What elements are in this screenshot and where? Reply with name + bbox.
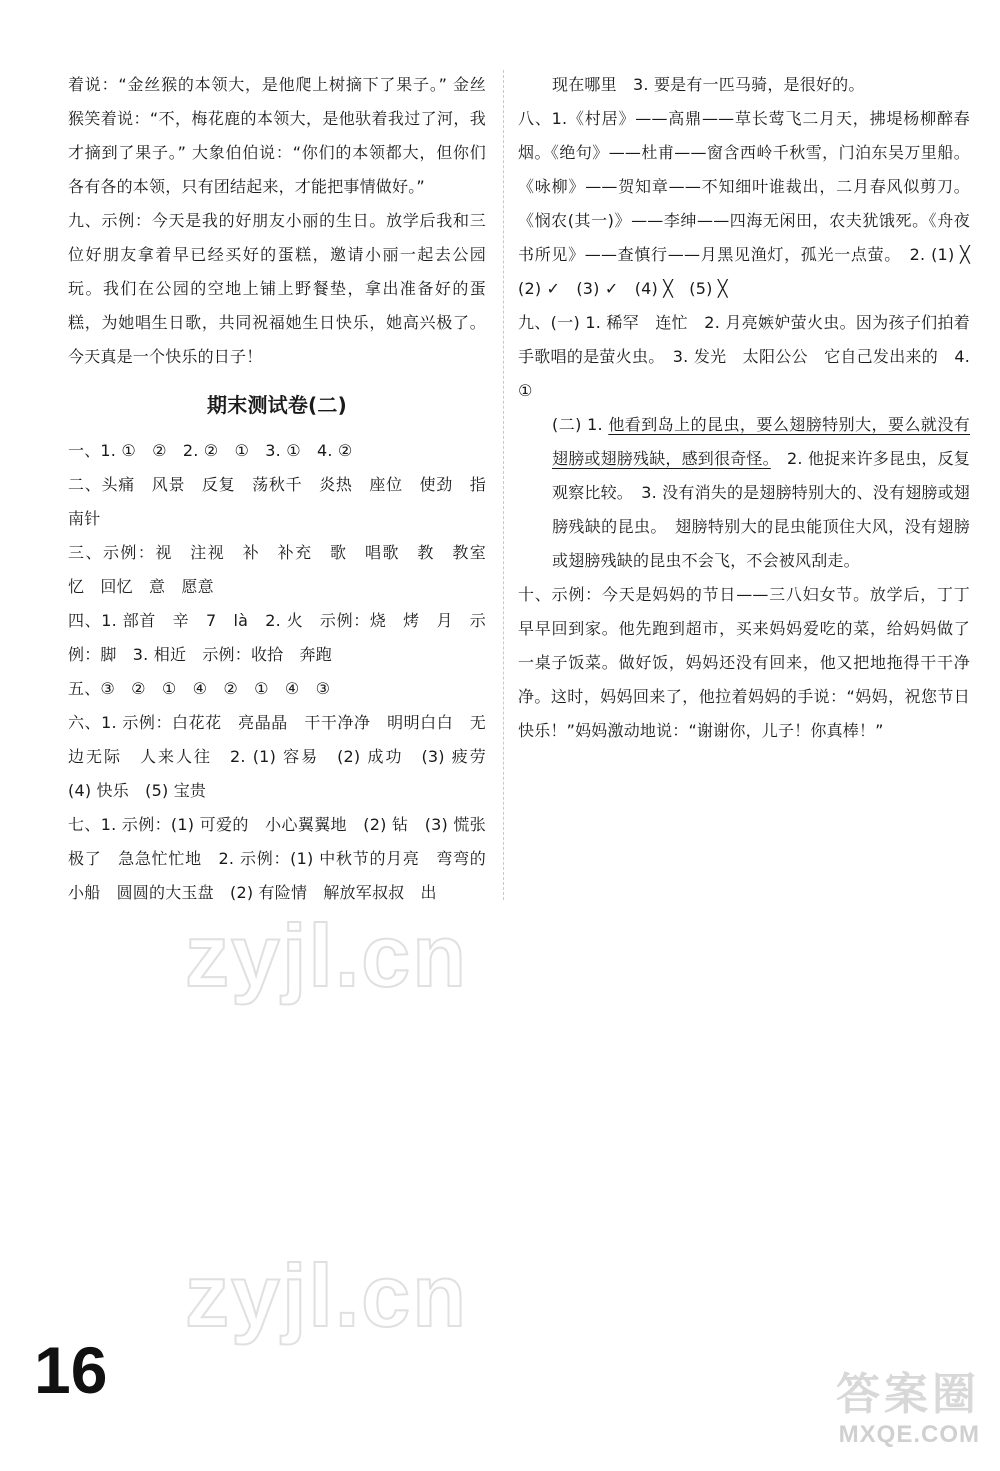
corner-logo xyxy=(800,1370,980,1460)
logo-chinese: 答案圈 xyxy=(836,1369,980,1420)
section-title: 期末测试卷(二) xyxy=(207,393,347,417)
answer-paragraph: 六、1. 示例：白花花 亮晶晶 干干净净 明明白白 无边无际 人来人往 2. (1) 容易 (2) 成功 (3) 疲劳 (4) 快乐 (5) 宝贵 xyxy=(68,713,503,800)
watermark: zyjl.cn xyxy=(185,1246,468,1345)
answer-paragraph: 着说：“金丝猴的本领大，是他爬上树摘下了果子。” 金丝猴笑着说：“不，梅花鹿的本领大，是他驮着我过了河，我才摘到了果子。” 大象伯伯说：“你们的本领都大，但你们各有各的本领，只有团结起来，才能把事情做好。” xyxy=(68,75,486,196)
answer-paragraph: 七、1. 示例：(1) 可爱的 小心翼翼地 (2) 钻 (3) 慌张极了 急急忙忙地 2. 示例：(1) 中秋节的月亮 弯弯的小船 圆圆的大玉盘 (2) 有险情 解放军叔叔 出 xyxy=(68,815,486,902)
answer-paragraph: 三、示例：视 注视 补 补充 歌 唱歌 教 教室 忆 回忆 意 愿意 xyxy=(68,543,503,596)
watermark: zyjl.cn xyxy=(185,906,468,1005)
answer-paragraph: 四、1. 部首 辛 7 là 2. 火 示例：烧 烤 月 示例：脚 3. 相近 示例：收拾 奔跑 xyxy=(68,611,486,664)
left-column xyxy=(68,68,503,910)
answer-paragraph: 一、1. ① ② 2. ② ① 3. ① 4. ② xyxy=(68,441,353,460)
answer-paragraph: 九、(一) 1. 稀罕 连忙 2. 月亮嫉妒萤火虫。因为孩子们拍着手歌唱的是萤火虫。 3. 发光 太阳公公 它自己发出来的 4. ① xyxy=(518,313,970,400)
answer-paragraph: 八、1.《村居》——高鼎——草长莺飞二月天，拂堤杨柳醉春烟。《绝句》——杜甫——窗含西岭千秋雪，门泊东吴万里船。《咏柳》——贺知章——不知细叶谁裁出，二月春风似剪刀。《悯农(其一)》——李绅——四海无闲田，农夫犹饿死。《舟夜书所见》——查慎行——月黑见渔灯，孤光一点萤。 2. (1) ╳ (2) ✓ (3) ✓ (4) ╳ (5) ╳ xyxy=(518,109,987,298)
logo-english: MXQE.COM xyxy=(838,1421,980,1448)
answer-paragraph xyxy=(518,408,970,578)
answer-paragraph: 五、③ ② ① ④ ② ① ④ ③ xyxy=(68,679,331,698)
answer-paragraph: 九、示例：今天是我的好朋友小丽的生日。放学后我和三位好朋友拿着早已经买好的蛋糕，邀请小丽一起去公园玩。我们在公园的空地上铺上野餐垫，拿出准备好的蛋糕，为她唱生日歌，共同祝福她生日快乐，她高兴极了。今天真是一个快乐的日子！ xyxy=(68,211,486,366)
column-divider xyxy=(503,70,504,900)
answer-paragraph: 二、头痛 风景 反复 荡秋千 炎热 座位 使劲 指南针 xyxy=(68,475,486,528)
right-column xyxy=(518,68,987,748)
underlined-answer: 他看到岛上的昆虫，要么翅膀特别大，要么就没有翅膀或翅膀残缺，感到很奇怪。 xyxy=(552,415,970,468)
page-number: 16 xyxy=(34,1333,108,1407)
answer-prefix: (二) 1. xyxy=(552,415,609,434)
answer-paragraph: 十、示例：今天是妈妈的节日——三八妇女节。放学后，丁丁早早回到家。他先跑到超市，买来妈妈爱吃的菜，给妈妈做了一桌子饭菜。做好饭，妈妈还没有回来，他又把地拖得干干净净。这时，妈妈回来了，他拉着妈妈的手说：“妈妈，祝您节日快乐！”妈妈激动地说：“谢谢你，儿子！你真棒！” xyxy=(518,585,970,740)
answer-paragraph: 现在哪里 3. 要是有一匹马骑，是很好的。 xyxy=(552,75,865,94)
answer-text: 2. 他捉来许多昆虫，反复观察比较。 3. 没有消失的是翅膀特别大的、没有翅膀或翅膀残缺的昆虫。 翅膀特别大的昆虫能顶住大风，没有翅膀或翅膀残缺的昆虫不会飞，不会被风刮走。 xyxy=(552,449,970,570)
